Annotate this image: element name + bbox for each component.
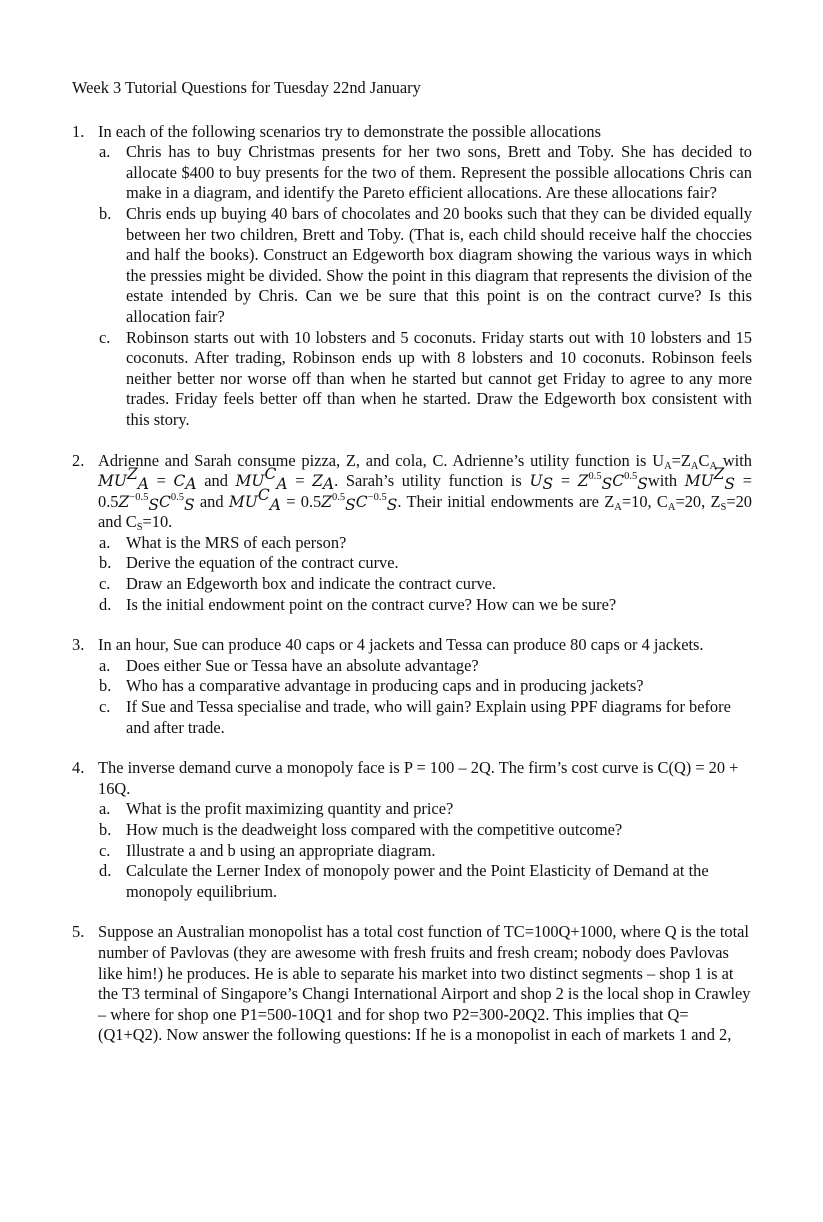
sub-text: Chris has to buy Christmas presents for her two sons, Brett and Toby. She has decided to allocate $400 to buy presents for the two of them. Represent the possible allocations Chris can make in a diagram, and identify the Pareto efficient allocations. Are these allocations fair? <box>126 142 752 203</box>
sub-question-a <box>99 532 752 554</box>
sub-text: Illustrate a and b using an appropriate diagram. <box>126 840 436 860</box>
sub-label: a. <box>99 532 111 552</box>
question-intro: In an hour, Sue can produce 40 caps or 4 jackets and Tessa can produce 80 caps or 4 jackets. <box>98 635 704 655</box>
sub-label: d. <box>99 594 112 614</box>
question-number: 3. <box>72 635 85 655</box>
question-2 <box>72 451 752 616</box>
sub-text: Who has a comparative advantage in producing caps and in producing jackets? <box>126 676 644 696</box>
question-number: 5. <box>72 922 85 942</box>
sub-label: b. <box>99 676 112 696</box>
sub-label: d. <box>99 861 112 881</box>
sub-text: Does either Sue or Tessa have an absolute advantage? <box>126 655 479 675</box>
sub-question-d <box>99 594 752 616</box>
sub-question-d <box>99 861 752 902</box>
sub-label: c. <box>99 327 111 347</box>
sub-text: Robinson starts out with 10 lobsters and 5 coconuts. Friday starts out with 10 lobsters and 15 coconuts. After trading, Robinson ends up with 8 lobsters and 10 coconuts. Robinson feels neither better nor worse off than when he started but cannot get Friday to agree to any more trades. Friday feels better off than when he started. Draw the Edgeworth box consistent with this story. <box>126 327 752 429</box>
document-page <box>72 78 752 1066</box>
formula-u-s: $U_S = Z^{0.5}_SC^{0.5}_S$ <box>529 471 648 494</box>
page-title: Week 3 Tutorial Questions for Tuesday 22nd January <box>72 78 421 97</box>
question-1 <box>72 122 752 431</box>
sub-question-c <box>99 697 752 738</box>
question-3 <box>72 635 752 738</box>
sub-label: a. <box>99 655 111 675</box>
sub-text: How much is the deadweight loss compared with the competitive outcome? <box>126 820 623 839</box>
formula-mu-s-z: $MU^Z_S = 0.5Z^{-0.5}_SC^{0.5}_S$ <box>98 465 752 514</box>
sub-question-b <box>99 553 752 574</box>
sub-label: c. <box>99 574 111 594</box>
sub-question-a <box>99 655 752 677</box>
sub-question-c <box>99 840 752 862</box>
sub-label: b. <box>99 553 112 573</box>
sub-label: c. <box>99 697 111 717</box>
formula-mu-a-c: $MU^C_A = Z_A$ <box>235 465 335 494</box>
sub-question-a <box>99 142 752 204</box>
sub-text: Chris ends up buying 40 bars of chocolates and 20 books such that they can be divided equally between her two children, Brett and Toby. (That is, each child should receive half the choccies and half the books). Construct an Edgeworth box diagram showing the various ways in which the pressies might be divided. Show the point in this diagram that represents the division of the estate intended by Chris. Can we be sure that this point is on the contract curve? Is this allocation fair? <box>126 203 752 326</box>
sub-label: b. <box>99 203 112 223</box>
question-number: 1. <box>72 121 85 141</box>
sub-text: What is the profit maximizing quantity and price? <box>126 799 454 819</box>
question-intro: Suppose an Australian monopolist has a total cost function of TC=100Q+1000, where Q is the total number of Pavlovas (they are awesome with fresh fruits and fresh cream; nobody does Pavlovas like him!) he produces. He is able to separate his market into two distinct segments – shop 1 is at the T3 terminal of Singapore’s Changi International Airport and shop 2 is the local shop in Crawley – where for shop one P1=500-10Q1 and for shop two P2=300-20Q2. This implies that Q=(Q1+Q2). Now answer the following questions: If he is a monopolist in each of markets 1 and 2, <box>98 922 751 1045</box>
sub-text: Draw an Edgeworth box and indicate the contract curve. <box>126 574 497 594</box>
question-intro: Adrienne and Sarah consume pizza, Z, and cola, C. Adrienne’s utility function is $U_A=Z_AC_A$ with $MU^Z_A = C_A$ and $MU^C_A = Z_A$. Sarah’s utility function is $U_S$ = $Z^{0.5}_SC^{0.5}_Swith$ $MU^Z_S = 0.5Z^{-0.5}_SC^{0.5}_S$ and $MU^C_A = 0.5Z^{0.5}_SC^{-0.5}_S$. Their initial endowments are $Z_A=10$, $C_A=20$, $Z_S=20$ and $C_S=10$. <box>98 450 752 534</box>
question-intro: The inverse demand curve a monopoly face is P = 100 – 2Q. The firm’s cost curve is C(Q) = 20 + 16Q. <box>98 758 739 798</box>
sub-text: If Sue and Tessa specialise and trade, who will gain? Explain using PPF diagrams for before and after trade. <box>126 697 731 737</box>
formula-mu-a-z: $MU^Z_A = C_A$ <box>98 465 197 494</box>
formula-mu-s-c: $MU^C_A = 0.5Z^{0.5}_SC^{-0.5}_S$ <box>228 485 398 514</box>
sub-label: a. <box>99 142 111 162</box>
question-number: 2. <box>72 450 85 470</box>
sub-text: Calculate the Lerner Index of monopoly power and the Point Elasticity of Demand at the monopoly equilibrium. <box>126 861 709 901</box>
sub-question-b <box>99 676 752 697</box>
sub-question-c <box>99 574 752 595</box>
sub-question-b <box>99 820 752 841</box>
sub-text: What is the MRS of each person? <box>126 532 347 552</box>
sub-question-c <box>99 327 752 431</box>
question-4 <box>72 758 752 902</box>
question-number: 4. <box>72 758 85 778</box>
question-5 <box>72 922 752 1046</box>
sub-text: Derive the equation of the contract curve. <box>126 553 399 573</box>
sub-label: b. <box>99 820 112 839</box>
sub-text: Is the initial endowment point on the contract curve? How can we be sure? <box>126 594 617 614</box>
sub-question-b <box>99 203 752 328</box>
question-intro: In each of the following scenarios try to demonstrate the possible allocations <box>98 121 601 141</box>
sub-question-a <box>99 799 752 820</box>
sub-label: c. <box>99 840 111 860</box>
sub-label: a. <box>99 799 111 819</box>
